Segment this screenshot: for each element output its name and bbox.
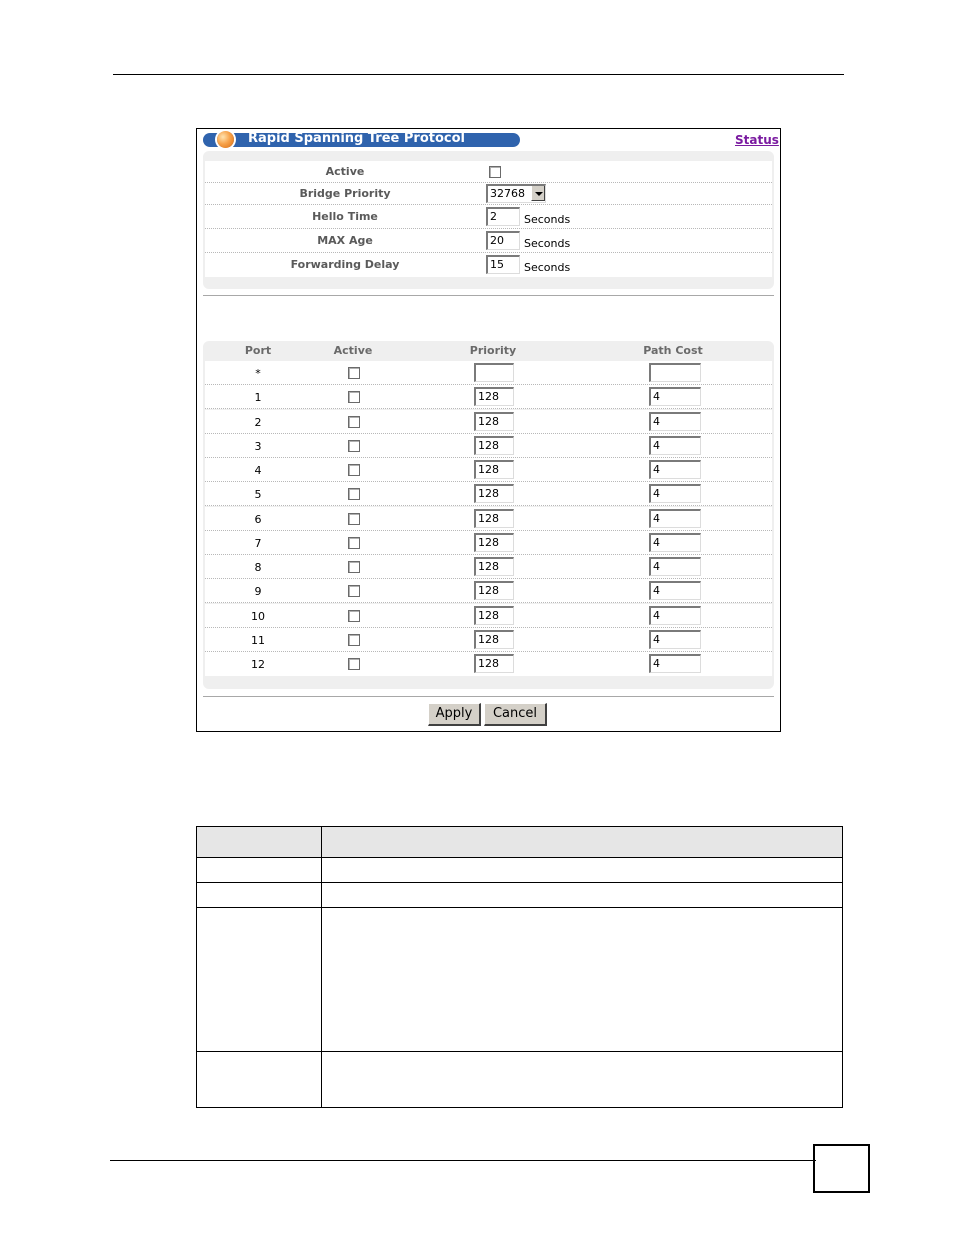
port-path-cost-input[interactable]: 4: [649, 460, 701, 479]
port-row: [205, 434, 772, 458]
port-priority-input[interactable]: 128: [474, 484, 514, 503]
port-active-checkbox[interactable]: [348, 488, 360, 500]
port-priority-input[interactable]: 128: [474, 557, 514, 576]
port-path-cost-input[interactable]: 4: [649, 654, 701, 673]
port-path-cost-input[interactable]: 4: [649, 581, 701, 600]
document-table-column-divider: [321, 827, 322, 1107]
port-number: 4: [254, 464, 262, 477]
port-path-cost-input[interactable]: [649, 363, 701, 382]
button-divider: [203, 696, 774, 697]
port-number: 1: [254, 391, 262, 405]
port-path-cost-input[interactable]: 4: [649, 484, 701, 503]
ports-table-header: [203, 341, 774, 361]
port-active-checkbox[interactable]: [348, 464, 360, 476]
port-active-checkbox[interactable]: [348, 561, 360, 573]
port-priority-input[interactable]: 128: [474, 387, 514, 406]
port-row: [205, 385, 772, 409]
hello-time-row: [205, 205, 772, 229]
port-priority-input[interactable]: 128: [474, 533, 514, 552]
port-priority-input[interactable]: 128: [474, 509, 514, 528]
port-priority-input[interactable]: 128: [474, 436, 514, 455]
document-table-header: [197, 827, 842, 858]
port-row: [205, 555, 772, 579]
max-age-unit: Seconds: [524, 237, 571, 250]
port-column-header: Port: [244, 344, 272, 357]
port-active-checkbox[interactable]: [348, 658, 360, 670]
port-path-cost-input[interactable]: 4: [649, 533, 701, 552]
port-number: *: [255, 367, 261, 380]
port-path-cost-input[interactable]: 4: [649, 630, 701, 649]
header-rule: [113, 74, 844, 75]
port-row: [205, 458, 772, 482]
port-priority-input[interactable]: 128: [474, 654, 514, 673]
max-age-row: [205, 229, 772, 253]
bridge-priority-value: 32768: [490, 187, 525, 200]
port-active-checkbox[interactable]: [348, 513, 360, 525]
rstp-screenshot: [196, 128, 781, 732]
port-active-checkbox[interactable]: [348, 416, 360, 428]
apply-button[interactable]: Apply: [428, 703, 481, 726]
cancel-button[interactable]: Cancel: [484, 703, 547, 726]
port-row: [205, 579, 772, 603]
port-number: 2: [254, 415, 262, 429]
orange-bullet-icon: [217, 131, 234, 148]
section-divider: [203, 295, 774, 296]
port-active-checkbox[interactable]: [348, 537, 360, 549]
port-active-checkbox[interactable]: [348, 585, 360, 597]
document-table-rule: [197, 907, 842, 908]
active-label: Active: [325, 165, 365, 178]
port-active-checkbox[interactable]: [348, 391, 360, 403]
port-path-cost-input[interactable]: 4: [649, 557, 701, 576]
forwarding-delay-label: Forwarding Delay: [290, 258, 400, 271]
port-path-cost-input[interactable]: 4: [649, 412, 701, 431]
bridge-priority-select[interactable]: [486, 184, 546, 203]
port-number: 11: [251, 633, 265, 647]
port-path-cost-input[interactable]: 4: [649, 606, 701, 625]
document-table: [196, 826, 843, 1108]
port-row: [205, 531, 772, 555]
port-row: [205, 628, 772, 652]
port-number: 10: [251, 609, 265, 623]
bridge-priority-row: [205, 183, 772, 205]
port-priority-input[interactable]: 128: [474, 460, 514, 479]
port-path-cost-input[interactable]: 4: [649, 509, 701, 528]
path-cost-column-header: Path Cost: [643, 344, 703, 357]
port-row: [205, 482, 772, 506]
footer-rule: [110, 1160, 816, 1161]
port-active-checkbox[interactable]: [348, 634, 360, 646]
max-age-input[interactable]: 20: [486, 231, 520, 250]
document-table-rule: [197, 882, 842, 883]
port-active-checkbox[interactable]: [348, 367, 360, 379]
priority-column-header: Priority: [469, 344, 517, 357]
port-row: [205, 652, 772, 676]
port-path-cost-input[interactable]: 4: [649, 436, 701, 455]
forwarding-delay-row: [205, 253, 772, 277]
port-priority-input[interactable]: 128: [474, 630, 514, 649]
max-age-label: MAX Age: [317, 234, 373, 247]
page-number-box: [813, 1144, 870, 1193]
ports-table: [203, 341, 774, 689]
port-priority-input[interactable]: [474, 363, 514, 382]
chevron-down-icon[interactable]: [531, 186, 545, 201]
port-number: 5: [254, 488, 262, 502]
port-number: 6: [254, 512, 262, 526]
hello-time-label: Hello Time: [312, 210, 378, 223]
port-path-cost-input[interactable]: 4: [649, 387, 701, 406]
port-number: 8: [254, 561, 262, 574]
hello-time-input[interactable]: 2: [486, 207, 520, 226]
port-priority-input[interactable]: 128: [474, 581, 514, 600]
port-row: [205, 361, 772, 385]
port-priority-input[interactable]: 128: [474, 606, 514, 625]
active-column-header: Active: [333, 344, 373, 357]
port-active-checkbox[interactable]: [348, 440, 360, 452]
port-number: 7: [254, 536, 262, 550]
port-priority-input[interactable]: 128: [474, 412, 514, 431]
status-link[interactable]: Status: [735, 133, 779, 147]
hello-time-unit: Seconds: [524, 213, 571, 226]
forwarding-delay-unit: Seconds: [524, 261, 571, 274]
forwarding-delay-input[interactable]: 15: [486, 255, 520, 274]
document-table-rule: [197, 1051, 842, 1052]
bridge-priority-label: Bridge Priority: [299, 187, 391, 200]
port-active-checkbox[interactable]: [348, 610, 360, 622]
rstp-active-checkbox[interactable]: [489, 166, 501, 178]
port-number: 3: [254, 439, 262, 453]
port-row: [205, 507, 772, 531]
port-number: 12: [251, 658, 265, 671]
active-row: [205, 161, 772, 183]
screen-title: Rapid Spanning Tree Protocol: [248, 131, 465, 146]
port-row: [205, 604, 772, 628]
port-number: 9: [254, 585, 262, 599]
port-row: [205, 410, 772, 434]
general-settings-panel: [203, 151, 774, 289]
